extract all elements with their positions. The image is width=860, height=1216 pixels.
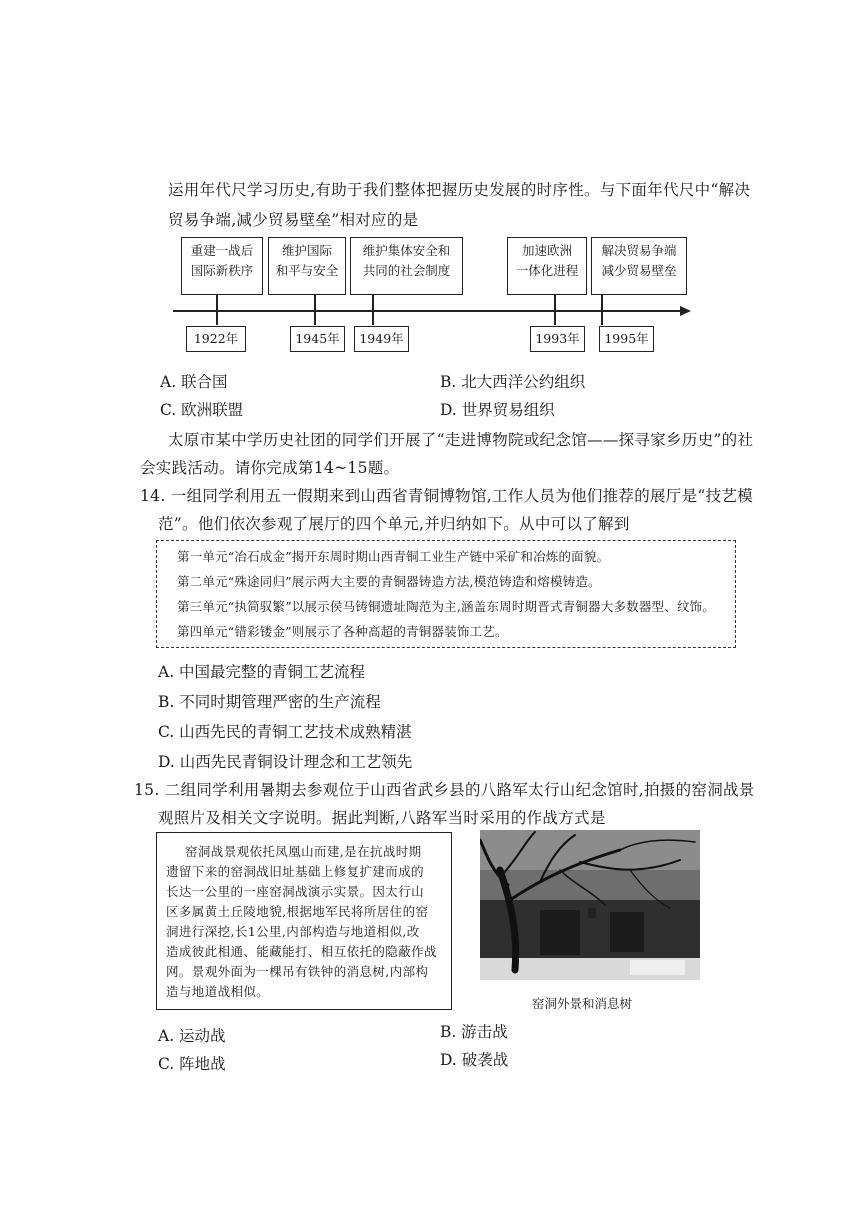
q15-box-line-5: 洞进行深挖,长1公里,内部构造与地道相似,改 <box>166 924 420 939</box>
q15-box-line-6: 造成彼此相通、能藏能打、相互依托的隐蔽作战 <box>166 944 437 959</box>
q13-stem-line2: 贸易争端,减少贸易壁垒”相对应的是 <box>168 211 419 229</box>
timeline-axis <box>173 310 683 312</box>
q15-option-b[interactable]: B. 游击战 <box>440 1023 508 1041</box>
q15-stem-line1: 15. 二组同学利用暑期去参观位于山西省武乡县的八路军太行山纪念馆时,拍摄的窑洞战景 <box>134 781 755 799</box>
q14-option-c[interactable]: C. 山西先民的青铜工艺技术成熟精湛 <box>158 723 412 741</box>
q14-unit-3: 第三单元“执简驭繁”以展示侯马铸铜遗址陶范为主,涵盖东周时期晋式青铜器大多数器型、纹饰。 <box>177 599 716 614</box>
q14-stem-line2: 范”。他们依次参观了展厅的四个单元,并归纳如下。从中可以了解到 <box>158 515 630 533</box>
q14-option-b[interactable]: B. 不同时期管理严密的生产流程 <box>158 693 381 711</box>
timeline-arrow-icon <box>680 306 691 316</box>
q13-stem-line1: 运用年代尺学习历史,有助于我们整体把握历史发展的时序性。与下面年代尺中“解决 <box>168 181 751 199</box>
cave-dwelling-photo-image <box>480 830 700 980</box>
q15-option-a[interactable]: A. 运动战 <box>158 1027 226 1045</box>
timeline-year-1922: 1922年 <box>186 326 246 352</box>
q14-unit-4: 第四单元“错彩镂金”则展示了各种高超的青铜器装饰工艺。 <box>177 624 508 639</box>
q14-stem-line1: 14. 一组同学利用五一假期来到山西省青铜博物馆,工作人员为他们推荐的展厅是“技艺模 <box>140 487 754 505</box>
q15-box-line-2: 遗留下来的窑洞战旧址基础上修复扩建而成的 <box>166 864 425 879</box>
q15-box-line-1: 窑洞战景观依托凤凰山而建,是在抗战时期 <box>185 844 422 859</box>
q15-option-d[interactable]: D. 破袭战 <box>440 1051 509 1069</box>
timeline-year-1945: 1945年 <box>290 326 345 352</box>
context-line1: 太原市某中学历史社团的同学们开展了“走进博物院或纪念馆——探寻家乡历史”的社 <box>168 431 754 449</box>
context-line2: 会实践活动。请你完成第14~15题。 <box>140 459 400 477</box>
q15-box-line-7: 网。景观外面为一棵吊有铁钟的消息树,内部构 <box>166 964 429 979</box>
q13-option-a[interactable]: A. 联合国 <box>160 373 228 391</box>
timeline-event-1: 重建一战后 国际新秩序 <box>181 237 263 295</box>
cave-dwelling-photo <box>480 830 700 980</box>
timeline-event-2: 维护国际 和平与安全 <box>268 237 346 295</box>
q13-option-d[interactable]: D. 世界贸易组织 <box>440 401 555 419</box>
timeline-year-1949: 1949年 <box>354 326 409 352</box>
q15-box-line-3: 长达一公里的一座窑洞战演示实景。因太行山 <box>166 884 425 899</box>
q13-option-b[interactable]: B. 北大西洋公约组织 <box>440 373 586 391</box>
q14-option-d[interactable]: D. 山西先民青铜设计理念和工艺领先 <box>158 753 413 771</box>
q15-description-box <box>156 832 452 1010</box>
q15-stem-line2: 观照片及相关文字说明。据此判断,八路军当时采用的作战方式是 <box>158 809 606 827</box>
q13-option-c[interactable]: C. 欧洲联盟 <box>160 401 244 419</box>
q14-exhibit-box <box>156 540 736 648</box>
q14-unit-1: 第一单元“冶石成金”揭开东周时期山西青铜工业生产链中采矿和冶炼的面貌。 <box>177 549 610 564</box>
q15-box-line-4: 区多属黄土丘陵地貌,根据地军民将所居住的窑 <box>166 904 429 919</box>
timeline-year-1995: 1995年 <box>599 326 654 352</box>
timeline-event-3: 维护集体安全和 共同的社会制度 <box>350 237 463 295</box>
q15-box-line-8: 造与地道战相似。 <box>166 984 270 999</box>
q15-option-c[interactable]: C. 阵地战 <box>158 1055 226 1073</box>
timeline-event-5: 解决贸易争端 减少贸易壁垒 <box>591 237 687 295</box>
timeline-year-1993: 1993年 <box>530 326 585 352</box>
timeline-event-4: 加速欧洲 一体化进程 <box>507 237 587 295</box>
photo-caption: 窑洞外景和消息树 <box>532 996 633 1011</box>
q14-unit-2: 第二单元“殊途同归”展示两大主要的青铜器铸造方法,模范铸造和熔模铸造。 <box>177 574 601 589</box>
q14-option-a[interactable]: A. 中国最完整的青铜工艺流程 <box>158 663 366 681</box>
